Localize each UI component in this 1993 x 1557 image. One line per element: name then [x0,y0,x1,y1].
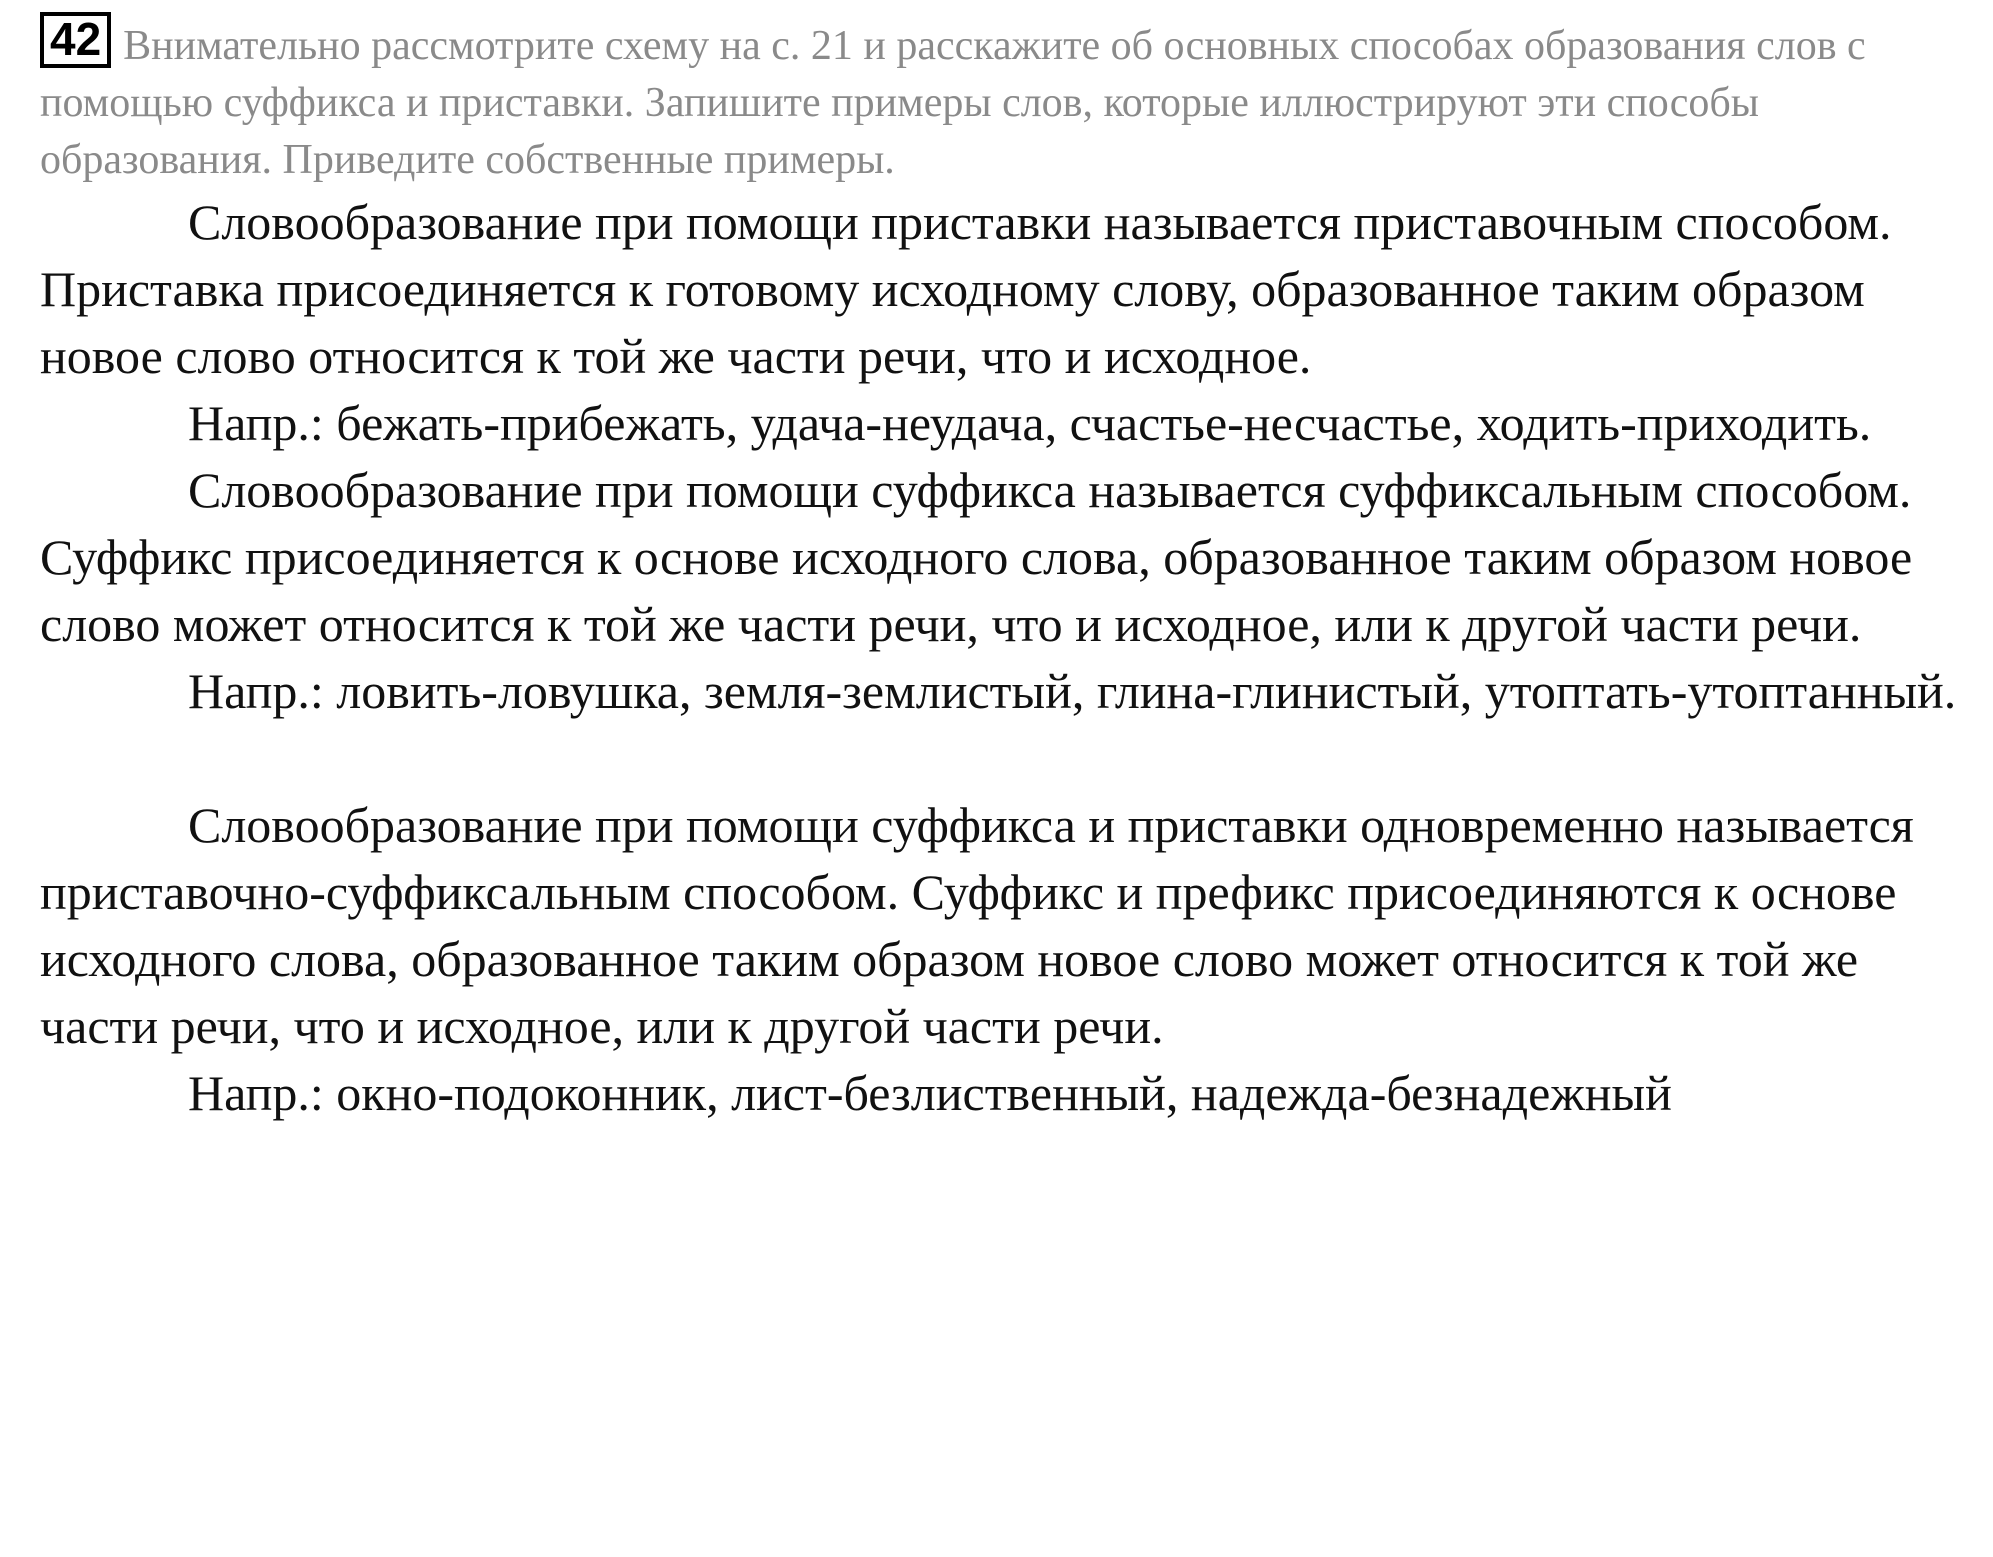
prefix-suffix-definition-paragraph: Словообразование при помощи суффикса и приставки одновременно называется приставочно-суффиксальным способом. Суффикс и префикс присоединяются к основе исходного слова, образованное таким образом новое слово может относится к той же части речи, что и исходное, или к другой части речи. [40,797,1914,1054]
prefix-suffix-examples-paragraph: Напр.: окно-подоконник, лист-безлиственный, надежда-безнадежный [188,1065,1672,1121]
suffix-definition-paragraph: Словообразование при помощи суффикса называется суффиксальным способом. Суффикс присоединяется к основе исходного слова, образованное таким образом новое слово может относится к той же части речи, что и исходное, или к другой части речи. [40,462,1913,652]
suffix-examples-paragraph: Напр.: ловить-ловушка, земля-землистый, глина-глинистый, утоптать-утоптанный. [188,663,1957,719]
task-text: Внимательно рассмотрите схему на с. 21 и расскажите об основных способах образования слов с помощью суффикса и приставки. Запишите примеры слов, которые иллюстрируют эти способы образования. Приведите собственные примеры. [40,23,1866,183]
document-page [40,12,1980,1127]
answer-body [40,189,1980,1127]
prefix-examples-paragraph: Напр.: бежать-прибежать, удача-неудача, счастье-несчастье, ходить-приходить. [188,395,1872,451]
paragraph-gap [40,725,1980,792]
task-number-box: 42 [40,12,111,68]
task-prompt [40,12,1980,189]
prefix-definition-paragraph: Словообразование при помощи приставки называется приставочным способом. Приставка присоединяется к готовому исходному слову, образованное таким образом новое слово относится к той же части речи, что и исходное. [40,194,1892,384]
